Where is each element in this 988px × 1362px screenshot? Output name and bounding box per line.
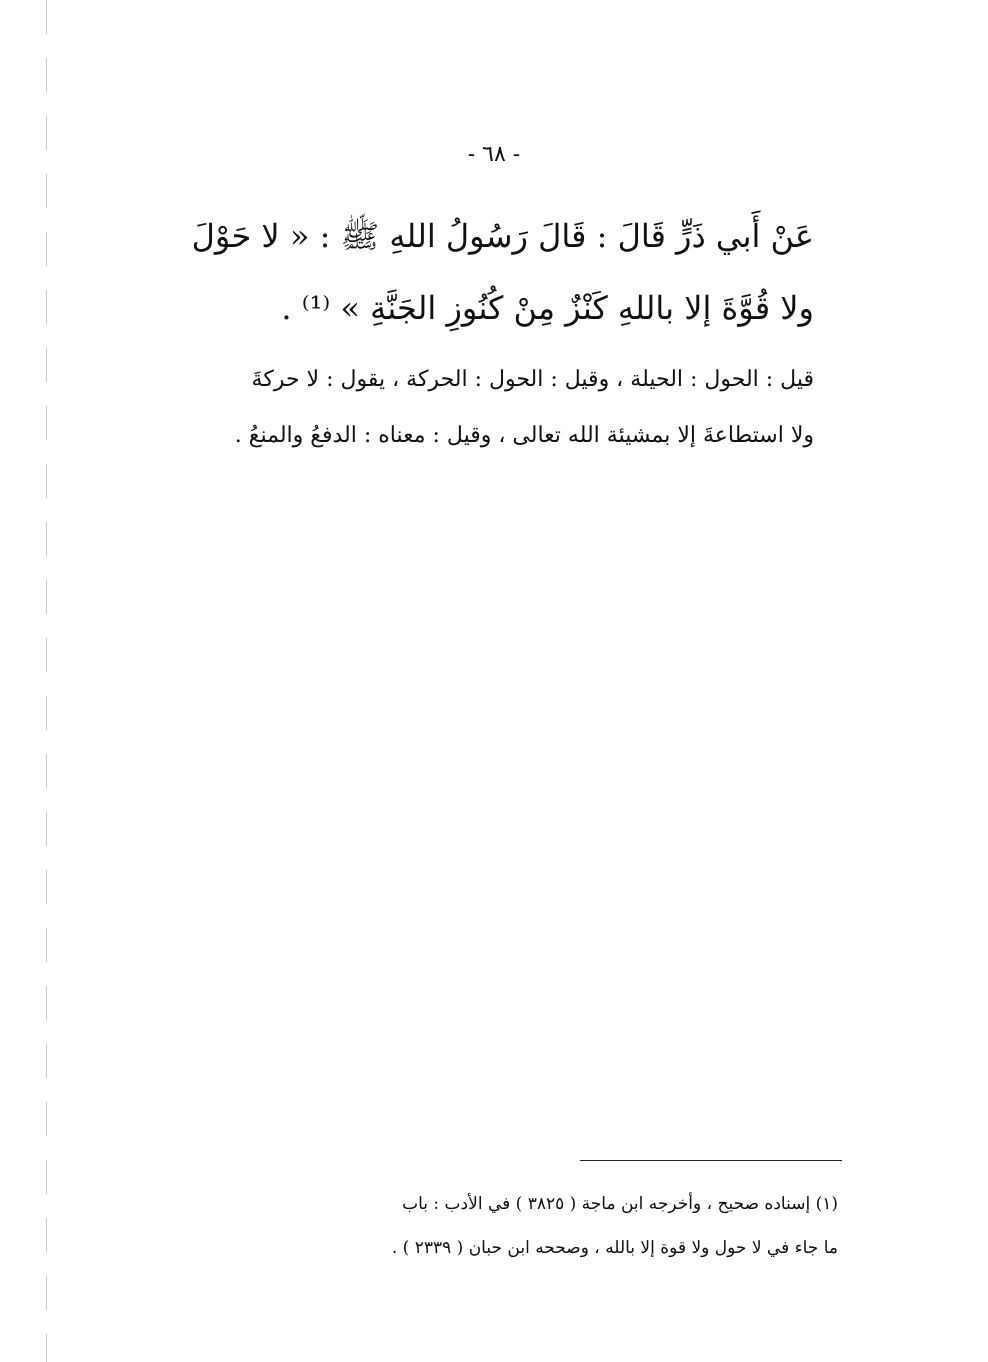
commentary-line-1: قيل : الحول : الحيلة ، وقيل : الحول : الحركة ، يقول : لا حركةَ: [251, 367, 814, 392]
hadith-text: [176, 200, 814, 344]
scan-margin-line: [46, 0, 47, 1362]
footnotes: [190, 1182, 838, 1270]
footnote-line-1: (١) إسناده صحيح ، وأخرجه ابن ماجة ( ٣٨٢٥ ) في الأدب : باب: [402, 1194, 838, 1214]
commentary-line-2: ولا استطاعةَ إلا بمشيئة الله تعالى ، وقيل : معناه : الدفعُ والمنعُ .: [234, 423, 814, 448]
hadith-line-2: ولا قُوَّةَ إلا باللهِ كَنْزٌ مِنْ كُنُوزِ الجَنَّةِ » ⁽¹⁾ .: [281, 289, 814, 327]
commentary-text: [176, 352, 814, 464]
footnote-divider: [580, 1160, 842, 1161]
footnote-line-2: ما جاء في لا حول ولا قوة إلا بالله ، وصححه ابن حبان ( ٢٣٣٩ ) .: [391, 1238, 838, 1258]
hadith-line-1: عَنْ أَبي ذَرٍّ قَالَ : قَالَ رَسُولُ اللهِ ﷺ : « لا حَوْلَ: [191, 217, 814, 255]
page-number: - ٦٨ -: [467, 142, 521, 167]
